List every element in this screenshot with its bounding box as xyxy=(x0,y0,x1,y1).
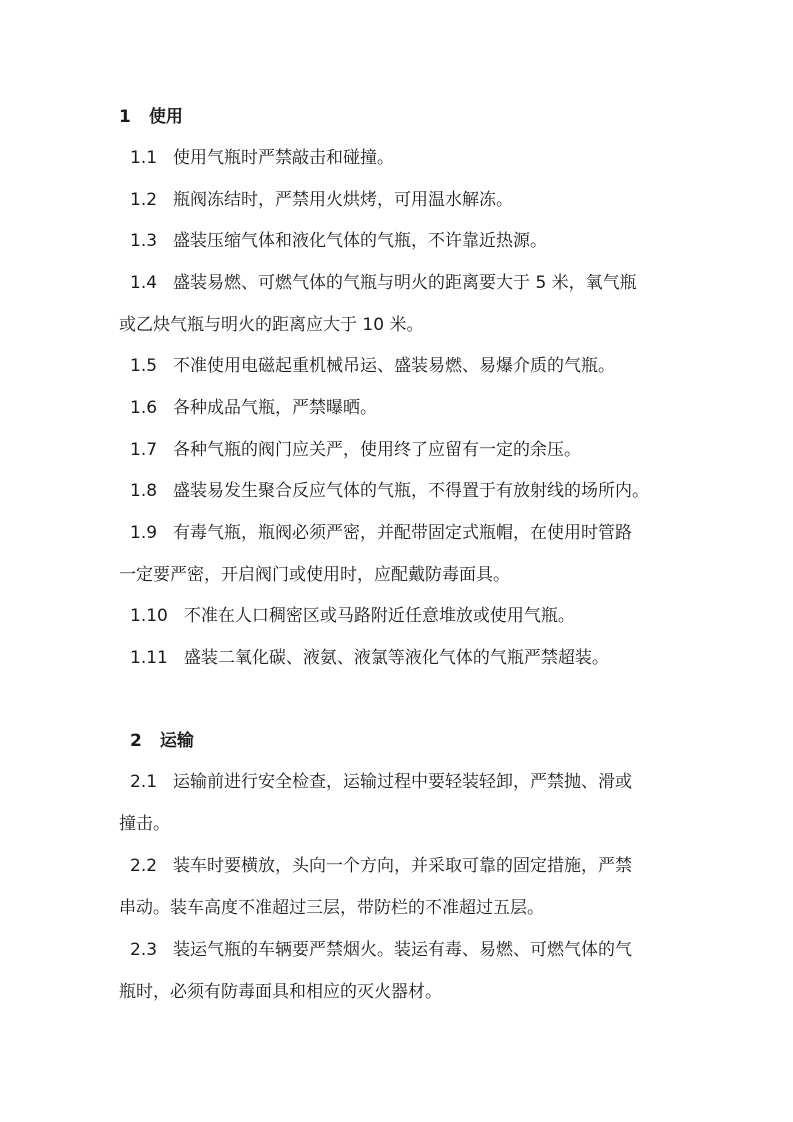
item-number: 1.3 xyxy=(130,231,158,251)
item-number: 2.2 xyxy=(130,856,158,876)
list-item xyxy=(119,138,679,179)
item-number: 1.8 xyxy=(130,481,158,501)
item-text: 使用气瓶时严禁敲击和碰撞。 xyxy=(173,148,395,168)
section-heading xyxy=(119,97,679,138)
item-text: 或乙炔气瓶与明火的距离应大于 10 米。 xyxy=(119,315,424,335)
item-number: 1.6 xyxy=(130,398,158,418)
item-number: 1.10 xyxy=(130,606,168,626)
item-text: 盛装压缩气体和液化气体的气瓶，不许靠近热源。 xyxy=(173,231,548,251)
item-text: 不准在人口稠密区或马路附近任意堆放或使用气瓶。 xyxy=(183,606,575,626)
list-item xyxy=(119,471,679,512)
item-text: 盛装易发生聚合反应气体的气瓶，不得置于有放射线的场所内。 xyxy=(173,481,650,501)
list-item xyxy=(119,846,679,887)
list-item-continuation xyxy=(119,305,679,346)
list-item-continuation xyxy=(119,555,679,596)
list-item xyxy=(119,513,679,554)
section-title: 使用 xyxy=(148,107,183,127)
item-text: 有毒气瓶，瓶阀必须严密，并配带固定式瓶帽，在使用时管路 xyxy=(173,523,633,543)
item-number: 1.1 xyxy=(130,148,158,168)
item-number: 1.9 xyxy=(130,523,158,543)
item-text: 不准使用电磁起重机械吊运、盛装易燃、易爆介质的气瓶。 xyxy=(173,356,616,376)
item-text: 一定要严密，开启阀门或使用时，应配戴防毒面具。 xyxy=(119,565,510,585)
item-number: 1.11 xyxy=(130,648,168,668)
item-text: 撞击。 xyxy=(119,814,170,834)
item-text: 串动。装车高度不准超过三层，带防栏的不准超过五层。 xyxy=(119,898,544,918)
section-number: 1 xyxy=(119,107,131,127)
item-number: 1.5 xyxy=(130,356,158,376)
list-item xyxy=(119,762,679,803)
item-text: 各种气瓶的阀门应关严，使用终了应留有一定的余压。 xyxy=(173,440,582,460)
list-item xyxy=(119,388,679,429)
section-title: 运输 xyxy=(159,731,194,751)
section-number: 2 xyxy=(130,731,142,751)
list-item xyxy=(119,596,679,637)
item-text: 盛装易燃、可燃气体的气瓶与明火的距离要大于 5 米，氧气瓶 xyxy=(173,273,637,293)
item-number: 1.4 xyxy=(130,273,158,293)
item-text: 装运气瓶的车辆要严禁烟火。装运有毒、易燃、可燃气体的气 xyxy=(173,940,633,960)
list-item xyxy=(119,346,679,387)
list-item xyxy=(119,430,679,471)
list-item xyxy=(119,930,679,971)
list-item xyxy=(119,180,679,221)
item-text: 运输前进行安全检查，运输过程中要轻装轻卸，严禁抛、滑或 xyxy=(173,772,633,792)
item-number: 2.1 xyxy=(130,772,158,792)
section-heading xyxy=(119,721,679,762)
list-item-continuation xyxy=(119,804,679,845)
list-item xyxy=(119,221,679,262)
item-number: 1.7 xyxy=(130,440,158,460)
list-item-continuation xyxy=(119,972,679,1013)
list-item-continuation xyxy=(119,888,679,929)
item-text: 装车时要横放，头向一个方向，并采取可靠的固定措施，严禁 xyxy=(173,856,633,876)
item-text: 瓶阀冻结时，严禁用火烘烤，可用温水解冻。 xyxy=(173,190,514,210)
list-item xyxy=(119,638,679,679)
item-number: 2.3 xyxy=(130,940,158,960)
item-text: 瓶时，必须有防毒面具和相应的灭火器材。 xyxy=(119,982,442,1002)
list-item xyxy=(119,263,679,304)
item-text: 盛装二氧化碳、液氨、液氯等液化气体的气瓶严禁超装。 xyxy=(183,648,609,668)
item-number: 1.2 xyxy=(130,190,158,210)
item-text: 各种成品气瓶，严禁曝晒。 xyxy=(173,398,378,418)
